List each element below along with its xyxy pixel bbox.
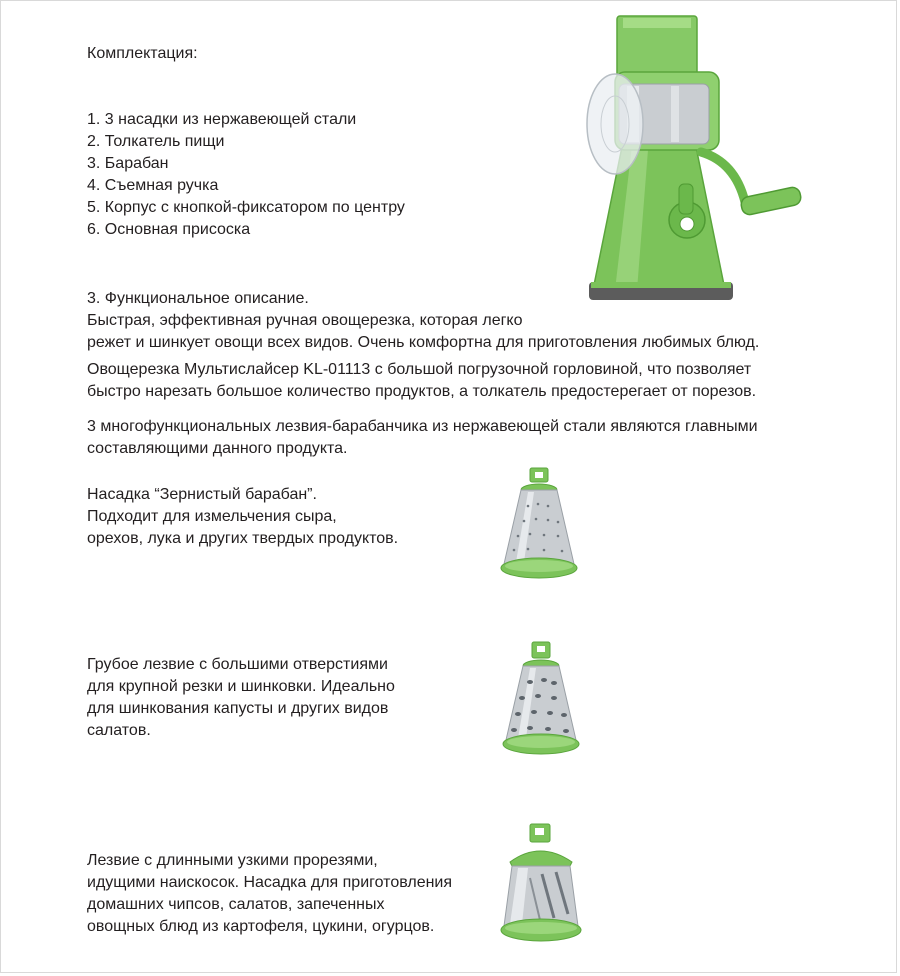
attachment-line: идущими наискосок. Насадка для приготовления: [87, 874, 453, 891]
functional-line: режет и шинкует овощи всех видов. Очень комфортна для приготовления любимых блюд.: [87, 334, 760, 351]
attachment-line: Подходит для измельчения сыра,: [87, 508, 337, 525]
contents-heading: Комплектация:: [87, 45, 198, 62]
attachment-description-coarse: [87, 654, 395, 742]
contents-item: 5. Корпус с кнопкой-фиксатором по центру: [87, 199, 405, 216]
grainy-drum-image: [498, 466, 580, 582]
functional-line: Быстрая, эффективная ручная овощерезка, которая легко: [87, 312, 523, 329]
attachment-line: для шинкования капусты и других видов: [87, 700, 389, 717]
contents-item: 3. Барабан: [87, 155, 169, 172]
contents-item: 6. Основная присоска: [87, 221, 251, 238]
attachment-line: для крупной резки и шинковки. Идеально: [87, 678, 395, 695]
contents-item: 1. 3 насадки из нержавеющей стали: [87, 111, 357, 128]
attachment-line: орехов, лука и других твердых продуктов.: [87, 530, 399, 547]
attachment-line: Лезвие с длинными узкими прорезями,: [87, 852, 378, 869]
contents-list: [87, 109, 405, 241]
functional-description: [87, 288, 759, 354]
attachment-line: Насадка “Зернистый барабан”.: [87, 486, 317, 503]
attachment-description-grainy: [87, 484, 398, 550]
slicer-drum-image: [496, 822, 586, 946]
attachment-line: Грубое лезвие с большими отверстиями: [87, 656, 388, 673]
functional-line: 3. Функциональное описание.: [87, 290, 309, 307]
paragraph-line: 3 многофункциональных лезвия-барабанчика из нержавеющей стали являются главными: [87, 418, 758, 435]
blades-paragraph: [87, 416, 758, 460]
product-paragraph: [87, 359, 756, 403]
paragraph-line: быстро нарезать большое количество продуктов, а толкатель предостерегает от порезов.: [87, 383, 757, 400]
attachment-line: домашних чипсов, салатов, запеченных: [87, 896, 385, 913]
coarse-drum-image: [500, 640, 582, 758]
rotary-grater-image: [575, 12, 805, 312]
paragraph-line: составляющими данного продукта.: [87, 440, 348, 457]
contents-item: 4. Съемная ручка: [87, 177, 219, 194]
contents-item: 2. Толкатель пищи: [87, 133, 225, 150]
attachment-description-slicer: [87, 850, 452, 938]
attachment-line: салатов.: [87, 722, 151, 739]
attachment-line: овощных блюд из картофеля, цукини, огурцов.: [87, 918, 435, 935]
paragraph-line: Овощерезка Мультислайсер KL-01113 с большой погрузочной горловиной, что позволяет: [87, 361, 752, 378]
